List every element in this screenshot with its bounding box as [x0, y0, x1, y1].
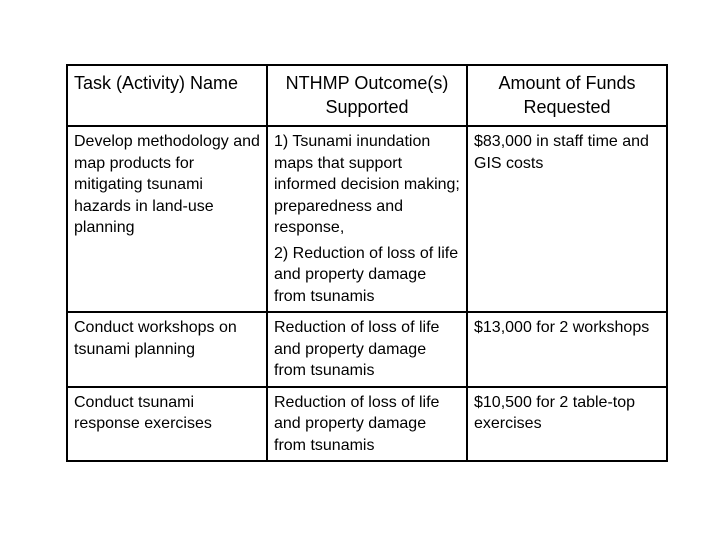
header-funds: Amount of Funds Requested	[467, 65, 667, 126]
cell-outcome: Reduction of loss of life and property damage from tsunamis	[267, 387, 467, 462]
cell-outcome	[267, 126, 467, 312]
cell-funds: $83,000 in staff time and GIS costs	[467, 126, 667, 312]
funding-table	[66, 64, 668, 462]
cell-funds: $10,500 for 2 table-top exercises	[467, 387, 667, 462]
table-header	[67, 65, 667, 126]
table-body	[67, 126, 667, 461]
table-row	[67, 387, 667, 462]
table-row	[67, 126, 667, 312]
cell-funds: $13,000 for 2 workshops	[467, 312, 667, 387]
cell-task: Conduct workshops on tsunami planning	[67, 312, 267, 387]
funding-table-container	[66, 64, 666, 462]
header-task-name: Task (Activity) Name	[67, 65, 267, 126]
cell-task: Develop methodology and map products for mitigating tsunami hazards in land-use planning	[67, 126, 267, 312]
header-row	[67, 65, 667, 126]
cell-task: Conduct tsunami response exercises	[67, 387, 267, 462]
outcome-item-1: 1) Tsunami inundation maps that support informed decision making; preparedness and response,	[274, 133, 460, 236]
table-row	[67, 312, 667, 387]
header-outcomes: NTHMP Outcome(s) Supported	[267, 65, 467, 126]
cell-outcome: Reduction of loss of life and property damage from tsunamis	[267, 312, 467, 387]
outcome-item-2: 2) Reduction of loss of life and property damage from tsunamis	[274, 244, 459, 305]
